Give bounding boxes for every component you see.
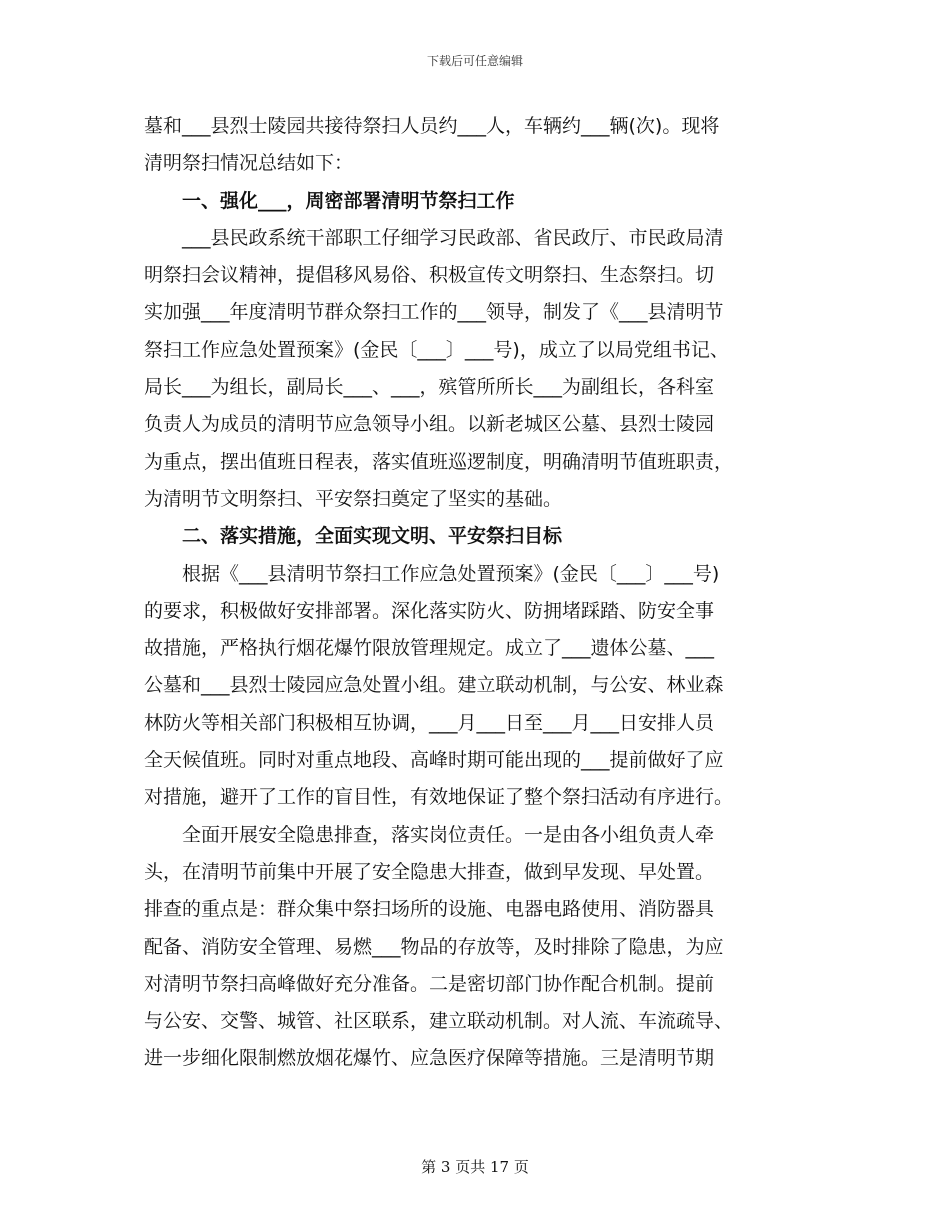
paragraph-line: 祭扫工作应急处置预案》(金民〔___〕___号)，成立了以局党组书记、 — [144, 338, 729, 361]
paragraph-line: 与公安、交警、城管、社区联系，建立联动机制。对人流、车流疏导、 — [144, 1010, 734, 1033]
paragraph-line: 故措施，严格执行烟花爆竹限放管理规定。成立了___遗体公墓、___ — [144, 637, 715, 660]
paragraph-line: 负责人为成员的清明节应急领导小组。以新老城区公墓、县烈士陵园 — [144, 413, 715, 436]
page-number: 第 3 页共 17 页 — [421, 1158, 529, 1176]
section-heading-line: 二、落实措施，全面实现文明、平安祭扫目标 — [144, 525, 563, 548]
paragraph-line: 墓和___县烈士陵园共接待祭扫人员约___人，车辆约___辆(次)。现将 — [144, 115, 720, 137]
paragraph-line: 公墓和___县烈士陵园应急处置小组。建立联动机制，与公安、林业森 — [144, 674, 724, 697]
paragraph-line: 实加强___年度清明节群众祭扫工作的___领导，制发了《___县清明节 — [144, 301, 724, 324]
paragraph-line: ___县民政系统干部职工仔细学习民政部、省民政厅、市民政局清 — [144, 226, 724, 249]
page-header: 下载后可任意编辑 — [426, 54, 523, 68]
paragraph-line: 局长___为组长，副局长___、___，殡管所所长___为副组长，各科室 — [144, 376, 715, 399]
paragraph-line: 为清明节文明祭扫、平安祭扫奠定了坚实的基础。 — [144, 487, 563, 510]
paragraph-line: 的要求，积极做好安排部署。深化落实防火、防拥堵踩踏、防安全事 — [144, 599, 715, 622]
paragraph-line: 为重点，摆出值班日程表，落实值班巡逻制度，明确清明节值班职责， — [144, 450, 734, 473]
document-body — [144, 108, 809, 1078]
paragraph-line: 头，在清明节前集中开展了安全隐患大排查，做到早发现、早处置。 — [144, 860, 715, 883]
section-heading-line: 一、强化___，周密部署清明节祭扫工作 — [144, 189, 515, 212]
paragraph-line: 对措施，避开了工作的盲目性，有效地保证了整个祭扫活动有序进行。 — [144, 786, 734, 809]
paragraph-line: 清明祭扫情况总结如下： — [144, 152, 354, 175]
paragraph-line: 进一步细化限制燃放烟花爆竹、应急医疗保障等措施。三是清明节期 — [144, 1047, 715, 1070]
paragraph-line: 明祭扫会议精神，提倡移风易俗、积极宣传文明祭扫、生态祭扫。切 — [144, 264, 715, 287]
paragraph-line: 对清明节祭扫高峰做好充分准备。二是密切部门协作配合机制。提前 — [144, 972, 715, 995]
paragraph-line: 全面开展安全隐患排查，落实岗位责任。一是由各小组负责人牵 — [144, 823, 715, 846]
paragraph-line: 配备、消防安全管理、易燃___物品的存放等，及时排除了隐患，为应 — [144, 935, 724, 958]
paragraph-line: 根据《___县清明节祭扫工作应急处置预案》(金民〔___〕___号) — [144, 562, 720, 585]
paragraph-line: 全天候值班。同时对重点地段、高峰时期可能出现的___提前做好了应 — [144, 749, 724, 772]
paragraph-line: 林防火等相关部门积极相互协调，___月___日至___月___日安排人员 — [144, 711, 715, 734]
paragraph-line: 排查的重点是：群众集中祭扫场所的设施、电器电路使用、消防器具 — [144, 898, 715, 921]
